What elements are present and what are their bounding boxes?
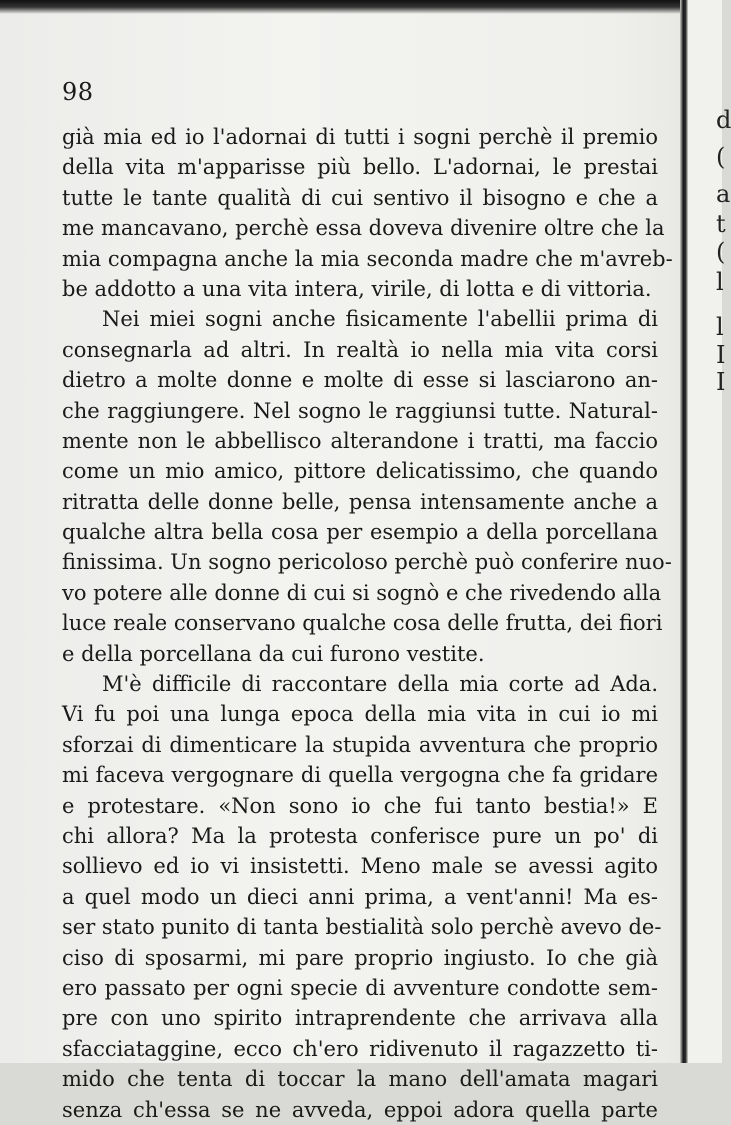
text-line: mia compagna anche la mia seconda madre che m'avreb- [62,246,673,271]
text-line: che raggiungere. Nel sogno le raggiunsi tutte. Natural- [62,398,658,423]
text-line: e della porcellana da cui furono vestite. [62,641,485,666]
text-line: luce reale conservano qualche cosa delle frutta, dei fiori [62,611,663,636]
book-gutter [680,0,688,1063]
text-line: senza ch'essa se ne avveda, eppoi adora quella parte [62,1097,658,1122]
text-line: Nei miei sogni anche fisicamente l'abellii prima di [102,307,658,332]
next-page-fragment: ( [716,143,726,171]
text-line: sfacciataggine, ecco ch'ero ridivenuto il ragazzetto ti- [62,1036,658,1061]
text-line: sollievo ed io vi insistetti. Meno male se avessi agito [62,854,658,879]
text-line: a quel modo un dieci anni prima, a vent'anni! Ma es- [62,884,658,909]
text-line: mido che tenta di toccar la mano dell'amata magari [62,1067,658,1092]
text-line: già mia ed io l'adornai di tutti i sogni perchè il premio [62,125,658,149]
text-line: consegnarla ad altri. In realtà io nella mia vita corsi [62,337,658,362]
next-page-fragment: a [716,180,731,208]
text-line: ero passato per ogni specie di avventure condotte sem- [62,975,658,1000]
text-line: e protestare. «Non sono io che fui tanto bestia!» E [62,793,658,818]
text-line: ciso di sposarmi, mi pare proprio ingiusto. Io che già [62,945,658,970]
text-line: ritratta delle donne belle, pensa intensamente anche a [62,489,658,514]
scan-top-edge [0,0,722,14]
next-page-fragment: ( [716,238,726,266]
text-line: come un mio amico, pittore delicatissimo, che quando [62,459,658,484]
next-page-fragment: d [716,106,731,134]
text-line: sforzai di dimenticare la stupida avventura che proprio [62,732,658,757]
text-line: mente non le abbellisco alterandone i tratti, ma faccio [62,428,658,453]
next-page-fragment: l [716,313,724,341]
next-page-edge [688,0,731,1063]
text-line: della vita m'apparisse più bello. L'adornai, le prestai [62,155,658,180]
text-line: mi faceva vergognare di quella vergogna che fa gridare [62,763,658,788]
text-line: pre con uno spirito intraprendente che arrivava alla [62,1006,658,1031]
next-page-fragment: l [716,268,724,296]
text-line: qualche altra bella cosa per esempio a della porcellana [62,520,658,545]
text-line: Vi fu poi una lunga epoca della mia vita in cui io mi [62,702,658,727]
text-line: finissima. Un sogno pericoloso perchè può conferire nuo- [62,550,672,575]
text-line: be addotto a una vita intera, virile, di lotta e di vittoria. [62,276,652,301]
text-line: tutte le tante qualità di cui sentivo il bisogno e che a [62,185,658,210]
text-line: ser stato punito di tanta bestialità solo perchè avevo de- [62,915,662,940]
text-line: dietro a molte donne e molte di esse si lasciarono an- [62,368,658,393]
text-line: M'è difficile di raccontare della mia corte ad Ada. [102,672,658,697]
text-line: me mancavano, perchè essa doveva divenire oltre che la [62,216,665,241]
body-text [62,122,673,1125]
text-line: vo potere alle donne di cui si sognò e che rivedendo alla [62,580,662,605]
page-number: 98 [62,78,94,106]
next-page-fragment: I [716,341,726,369]
text-line: chi allora? Ma la protesta conferisce pure un po' di [62,823,658,848]
next-page-fragment: t [716,210,726,238]
next-page-fragment: I [716,368,726,396]
